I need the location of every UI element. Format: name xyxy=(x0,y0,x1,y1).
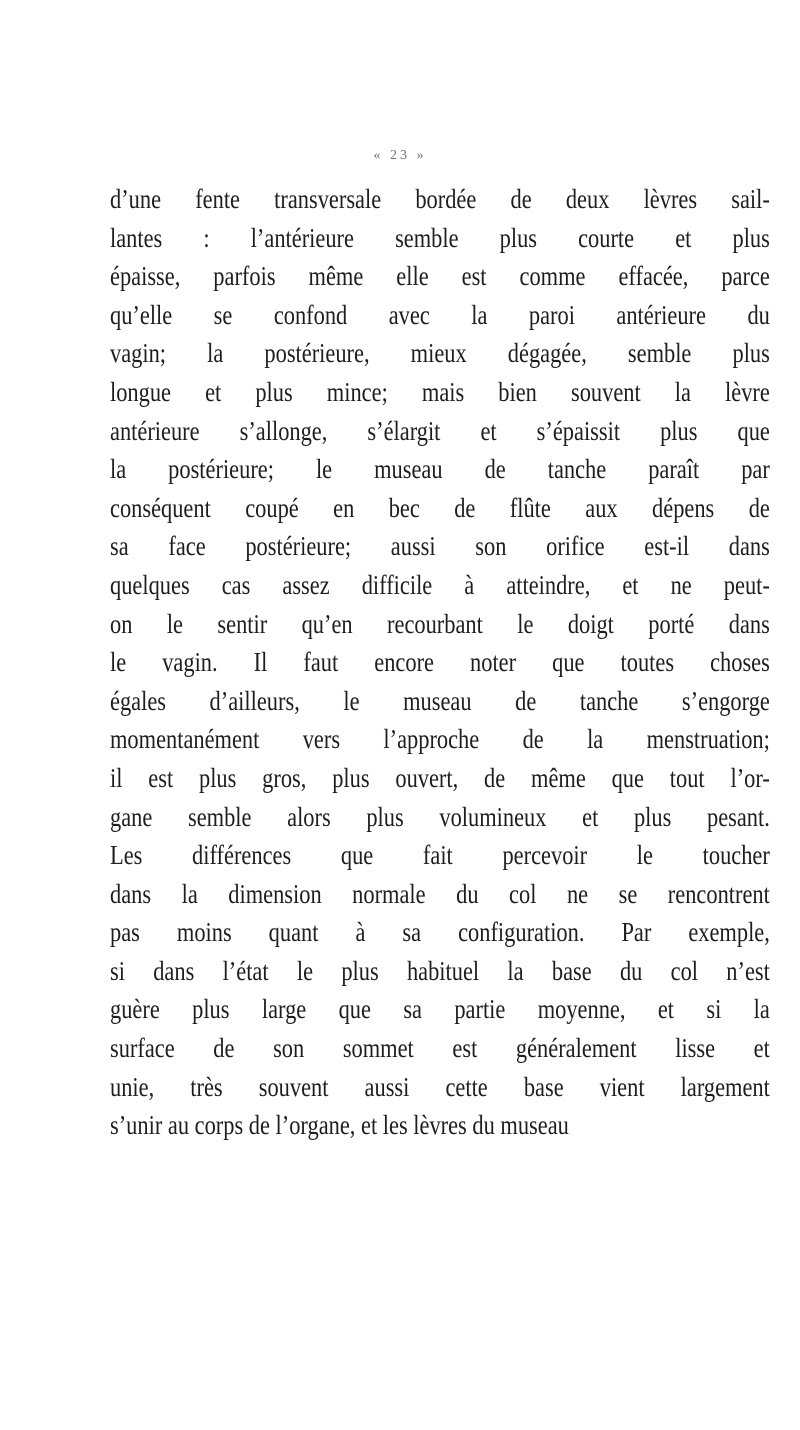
text-line: quelques cas assez difficile à atteindre, et ne peut- xyxy=(110,569,770,600)
text-line: surface de son sommet est généralement lisse et xyxy=(110,1033,770,1064)
text-line: la postérieure; le museau de tanche paraît par xyxy=(110,454,770,485)
text-line: si dans l’état le plus habituel la base du col n’est xyxy=(110,955,770,986)
text-line: il est plus gros, plus ouvert, de même que tout l’or- xyxy=(110,762,770,793)
text-line: Les différences que fait percevoir le toucher xyxy=(110,840,770,871)
text-line: conséquent coupé en bec de flûte aux dépens de xyxy=(110,492,770,523)
page-number: « 23 » xyxy=(373,148,427,163)
text-line: unie, très souvent aussi cette base vient largement xyxy=(110,1071,770,1102)
text-line: dans la dimension normale du col ne se rencontrent xyxy=(110,878,770,909)
text-line: on le sentir qu’en recourbant le doigt porté dans xyxy=(110,608,770,639)
text-line: vagin; la postérieure, mieux dégagée, semble plus xyxy=(110,338,770,369)
body-text xyxy=(110,180,770,1145)
text-line: s’unir au corps de l’organe, et les lèvres du museau xyxy=(110,1110,569,1141)
text-line: guère plus large que sa partie moyenne, et si la xyxy=(110,994,770,1025)
text-line: longue et plus mince; mais bien souvent la lèvre xyxy=(110,376,770,407)
text-line: épaisse, parfois même elle est comme effacée, parce xyxy=(110,261,770,292)
text-line: pas moins quant à sa configuration. Par exemple, xyxy=(110,917,770,948)
text-line: d’une fente transversale bordée de deux lèvres sail- xyxy=(110,184,770,214)
text-line: qu’elle se confond avec la paroi antérieure du xyxy=(110,299,770,330)
text-line: lantes : l’antérieure semble plus courte et plus xyxy=(110,222,770,253)
text-line: sa face postérieure; aussi son orifice est-il dans xyxy=(110,531,770,562)
text-line: antérieure s’allonge, s’élargit et s’épaissit plus que xyxy=(110,415,770,446)
text-line: égales d’ailleurs, le museau de tanche s’engorge xyxy=(110,685,770,716)
text-line: momentanément vers l’approche de la menstruation; xyxy=(110,724,770,755)
text-line: gane semble alors plus volumineux et plus pesant. xyxy=(110,801,770,832)
text-line: le vagin. Il faut encore noter que toutes choses xyxy=(110,647,770,678)
